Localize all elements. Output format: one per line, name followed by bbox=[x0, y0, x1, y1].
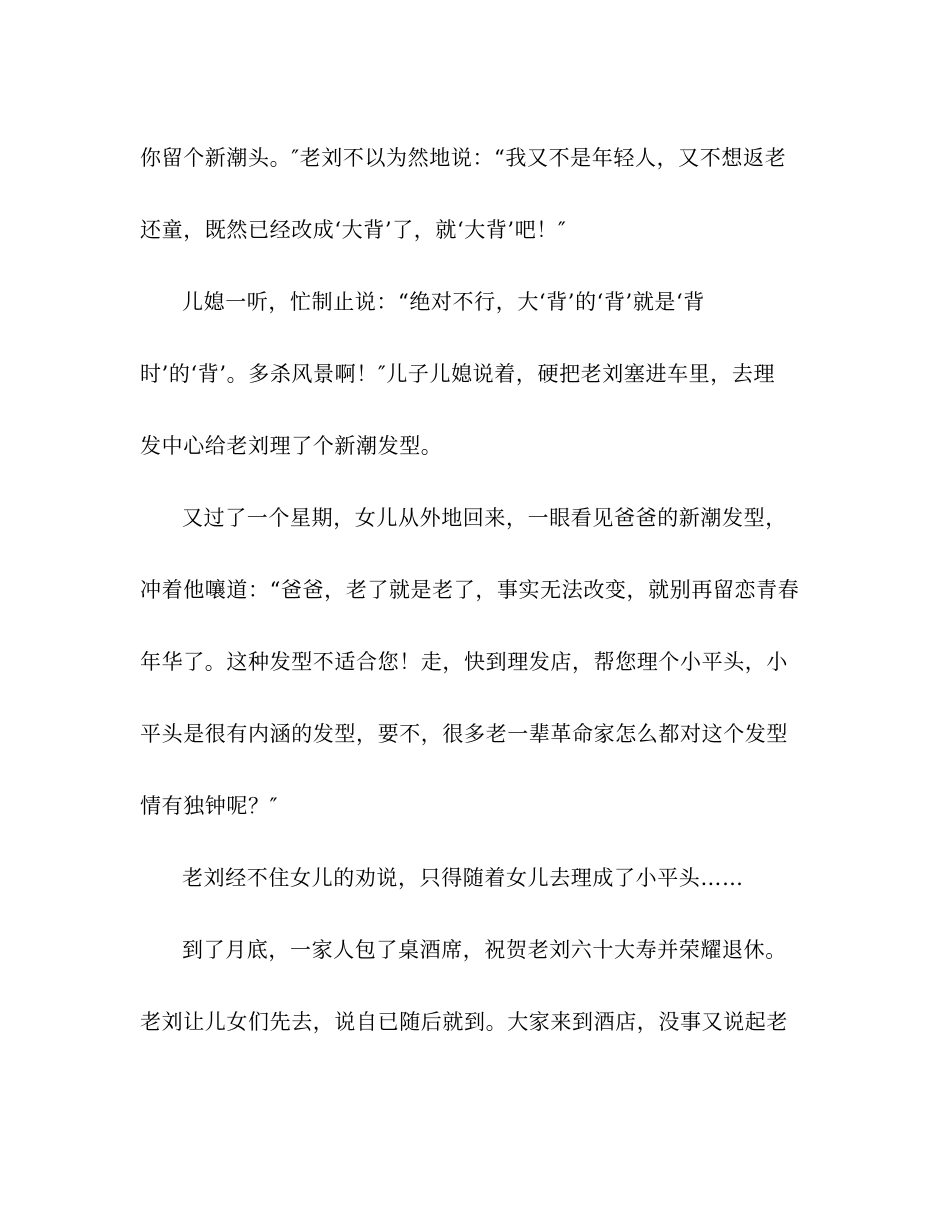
text-line-10: 情有独钟呢？″ bbox=[140, 794, 279, 818]
text-line-6: 又过了一个星期，女儿从外地回来，一眼看见爸爸的新潮发型， bbox=[182, 506, 787, 530]
text-line-5: 发中心给老刘理了个新潮发型。 bbox=[140, 434, 443, 458]
text-line-7: 冲着他嚷道：“爸爸，老了就是老了，事实无法改变，就别再留恋青春 bbox=[140, 578, 800, 602]
text-line-1: 你留个新潮头。″老刘不以为然地说：“我又不是年轻人，又不想返老 bbox=[140, 146, 787, 170]
text-line-9: 平头是很有内涵的发型，要不，很多老一辈革命家怎么都对这个发型 bbox=[140, 722, 788, 746]
text-line-12: 到了月底，一家人包了桌酒席，祝贺老刘六十大寿并荣耀退休。 bbox=[182, 938, 787, 962]
text-line-3: 儿媳一听，忙制止说：“绝对不行，大‘背’的‘背’就是‘背 bbox=[182, 290, 705, 314]
text-line-13: 老刘让儿女们先去，说自已随后就到。大家来到酒店，没事又说起老 bbox=[140, 1010, 788, 1034]
text-line-2: 还童，既然已经改成‘大背’了，就‘大背’吧！″ bbox=[140, 218, 567, 242]
text-line-8: 年华了。这种发型不适合您！走，快到理发店，帮您理个小平头，小 bbox=[140, 650, 788, 674]
text-line-11: 老刘经不住女儿的劝说，只得随着女儿去理成了小平头…… bbox=[182, 866, 744, 890]
text-line-4: 时’的‘背’。多杀风景啊！″儿子儿媳说着，硬把老刘塞进车里，去理 bbox=[140, 362, 776, 386]
